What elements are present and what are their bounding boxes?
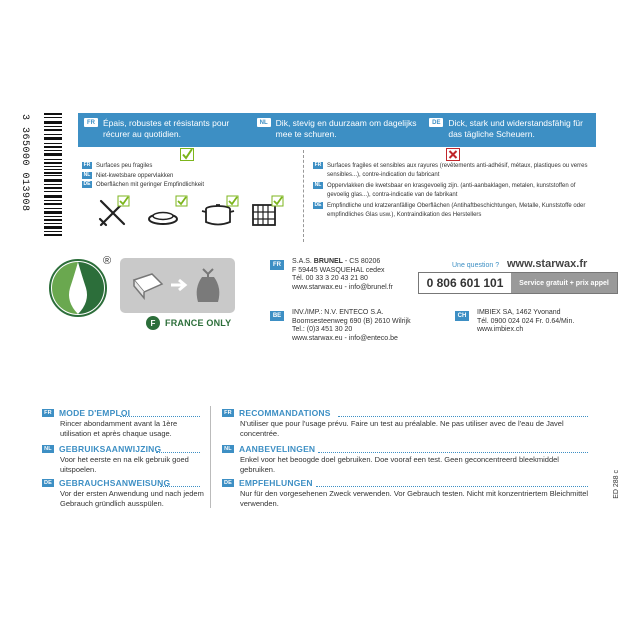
lang-tag: DE bbox=[223, 480, 233, 486]
plates-icon bbox=[146, 195, 190, 229]
section-text: Rincer abondamment avant la 1ère utilisation et après chaque usage. bbox=[60, 419, 178, 438]
section-text: N'utiliser que pour l'usage prévu. Faire un test au préalable. Ne pas utiliser avec de l'eau de Javel concentrée. bbox=[240, 419, 564, 438]
sponge-icon bbox=[130, 270, 166, 300]
list-item bbox=[82, 181, 292, 190]
address-line: www.imbiex.ch bbox=[477, 326, 524, 333]
disposal-panel bbox=[120, 258, 235, 313]
company-prefix: S.A.S. bbox=[292, 258, 314, 265]
dotted-rule bbox=[120, 416, 200, 417]
section-title-text: MODE D'EMPLOI bbox=[59, 408, 131, 418]
section-text: Enkel voor het beoogde doel gebruiken. Doe vooraf een test. Geen geconcentreerd bleekmiddel gebruiken. bbox=[240, 455, 559, 474]
column-divider bbox=[210, 406, 211, 508]
dotted-rule bbox=[160, 486, 200, 487]
address-line: Tél. 00 33 3 20 43 21 80 bbox=[292, 275, 368, 282]
lang-tag: NL bbox=[314, 182, 322, 189]
section-text: Voor het eerste en na elk gebruik goed uitspoelen. bbox=[60, 455, 189, 474]
address-be bbox=[292, 309, 411, 343]
lang-tag: FR bbox=[314, 162, 322, 169]
suitable-surfaces bbox=[82, 162, 292, 191]
address-line: INV./IMP.: N.V. ENTECO S.A. bbox=[292, 309, 384, 316]
lang-tag: DE bbox=[429, 118, 443, 127]
address-line: IMBIEX SA, 1462 Yvonand bbox=[477, 309, 561, 316]
address-line: Tél. 0900 024 024 Fr. 0.64/Min. bbox=[477, 317, 575, 325]
section-title-text: RECOMMANDATIONS bbox=[239, 408, 331, 418]
website-link[interactable]: www.starwax.fr bbox=[507, 258, 588, 270]
divider bbox=[303, 150, 304, 242]
surface-text: Surfaces peu fragiles bbox=[96, 163, 153, 169]
unsuitable-surfaces bbox=[313, 162, 593, 220]
section-title bbox=[42, 408, 130, 418]
address-line: Boomsesteenweg 690 (B) 2610 Wilrijk bbox=[292, 317, 411, 325]
cross-icon bbox=[446, 148, 460, 161]
dotted-rule bbox=[156, 452, 200, 453]
barcode-digits: 3 365000 013908 bbox=[19, 114, 30, 212]
phone-box bbox=[418, 272, 618, 294]
surface-text: Empfindliche und kratzeranfällige Oberflächen (Antihaftbeschichtungen, Metalle, Kunststoffe oder empfindliches Glas usw.), Kontraindikation des Herstellers bbox=[327, 203, 586, 218]
section-title-text: GEBRAUCHSANWEISUNG bbox=[59, 478, 171, 488]
section-title-text: EMPFEHLUNGEN bbox=[239, 478, 313, 488]
list-item bbox=[82, 162, 292, 171]
dotted-rule bbox=[338, 416, 588, 417]
surface-text: Oberflächen mit geringer Empfindlichkeit bbox=[96, 182, 205, 188]
section-text: Vor der ersten Anwendung und nach jedem Gebrauch gründlich ausspülen. bbox=[60, 489, 204, 508]
section-text: Nur für den vorgesehenen Zweck verwenden. Vor Gebrauch testen. Nicht mit konzentriertem Bleichmittel verwenden. bbox=[240, 489, 589, 508]
lang-tag: BE bbox=[270, 311, 284, 321]
claims-banner bbox=[78, 113, 596, 147]
surface-text: Oppervlakken die kwetsbaar en krasgevoelig zijn. (anti-aanbaklagen, metalen, kunststoffen of gevoelig glas...), contra-indicatie van de fabrikant bbox=[327, 183, 576, 198]
lang-tag: FR bbox=[83, 162, 91, 169]
check-icon bbox=[180, 148, 194, 161]
address-line: www.starwax.eu - info@brunel.fr bbox=[292, 283, 393, 291]
list-item bbox=[82, 172, 292, 181]
section-title-text: GEBRUIKSAANWIJZING bbox=[59, 444, 162, 454]
lang-tag: NL bbox=[42, 445, 54, 453]
address-line bbox=[292, 258, 393, 267]
dotted-rule bbox=[318, 452, 588, 453]
barcode bbox=[28, 113, 62, 238]
section-title bbox=[222, 444, 315, 454]
lang-tag: NL bbox=[257, 118, 271, 127]
lang-tag: DE bbox=[314, 202, 322, 209]
lang-tag: FR bbox=[222, 409, 234, 417]
france-badge: F bbox=[146, 316, 160, 330]
lang-tag: DE bbox=[43, 480, 53, 486]
trash-bag-icon bbox=[192, 266, 224, 306]
address-ch bbox=[477, 309, 574, 335]
banner-text: Dick, stark und widerstandsfähig für das tägliche Scheuern. bbox=[448, 118, 583, 139]
dotted-rule bbox=[316, 486, 588, 487]
banner-text: Dik, stevig en duurzaam om dagelijks mee te schuren. bbox=[275, 118, 417, 139]
list-item bbox=[313, 182, 593, 199]
section-title bbox=[222, 408, 331, 418]
grill-icon bbox=[250, 195, 286, 229]
banner-de bbox=[423, 113, 596, 147]
section-title bbox=[222, 478, 313, 488]
banner-nl bbox=[251, 113, 424, 147]
lang-tag: FR bbox=[42, 409, 54, 417]
phone-number[interactable]: 0 806 601 101 bbox=[426, 276, 504, 290]
banner-fr bbox=[78, 113, 251, 147]
lang-tag: CH bbox=[455, 311, 469, 321]
lang-tag: NL bbox=[222, 445, 234, 453]
section-title bbox=[42, 478, 170, 488]
address-suffix: - CS 80206 bbox=[342, 258, 381, 265]
address-line: F 59445 WASQUEHAL cedex bbox=[292, 266, 385, 274]
edition-code: ED 288 c bbox=[613, 470, 620, 499]
cutlery-icon bbox=[96, 195, 132, 229]
address-line: Tel.: (0)3 451 30 20 bbox=[292, 326, 353, 333]
service-label: Service gratuit + prix appel bbox=[511, 273, 617, 293]
company-name: BRUNEL bbox=[313, 258, 343, 265]
list-item bbox=[313, 202, 593, 219]
arrow-right-icon bbox=[170, 278, 188, 292]
pot-icon bbox=[200, 195, 240, 229]
lang-tag: DE bbox=[83, 181, 91, 188]
green-dot-icon bbox=[48, 258, 108, 318]
section-title bbox=[42, 444, 161, 454]
lang-tag: FR bbox=[270, 260, 284, 270]
surface-text: Surfaces fragiles et sensibles aux rayures (revêtements anti-adhésif, métaux, plastiques ou verres sensibles...), contre-indication du fabricant bbox=[327, 163, 588, 178]
lang-tag: FR bbox=[84, 118, 98, 127]
address-line: www.starwax.eu - info@enteco.be bbox=[292, 334, 398, 342]
section-title-text: AANBEVELINGEN bbox=[239, 444, 316, 454]
address-fr bbox=[292, 258, 393, 292]
list-item bbox=[313, 162, 593, 179]
lang-tag: NL bbox=[83, 171, 91, 178]
registered-mark: ® bbox=[103, 255, 112, 267]
question-label: Une question ? bbox=[452, 262, 500, 269]
france-only-label bbox=[146, 316, 231, 330]
france-only-text: FRANCE ONLY bbox=[165, 318, 232, 328]
banner-text: Épais, robustes et résistants pour récurer au quotidien. bbox=[103, 118, 230, 139]
surface-text: Niet-kwetsbare oppervlakken bbox=[96, 172, 174, 179]
